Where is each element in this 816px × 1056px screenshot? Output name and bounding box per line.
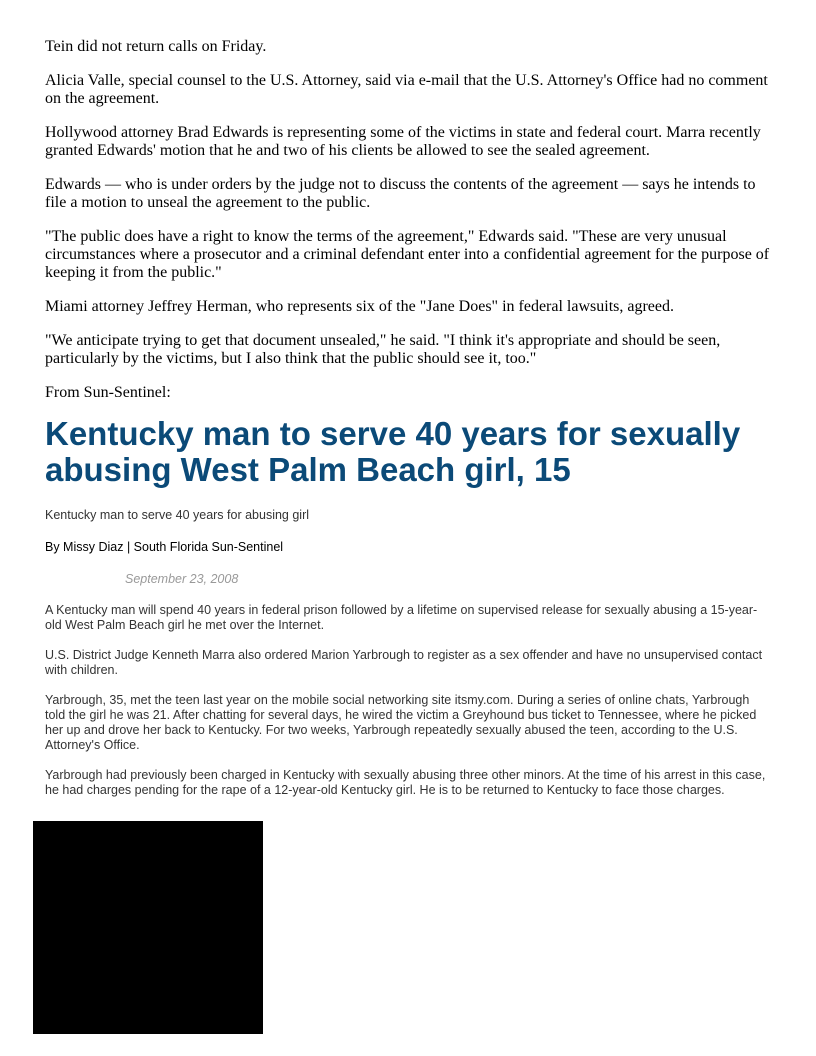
source-note: From Sun-Sentinel: xyxy=(45,384,171,401)
paragraph: Hollywood attorney Brad Edwards is representing some of the victims in state and federal court. Marra recently granted Edwards' motion that he and two of his clients be allowed to see the sealed agreement. xyxy=(45,124,761,159)
paragraph: A Kentucky man will spend 40 years in federal prison followed by a lifetime on supervised release for sexually abusing a 15-year-old West Palm Beach girl he met over the Internet. xyxy=(45,603,758,632)
paragraph: Yarbrough, 35, met the teen last year on the mobile social networking site itsmy.com. During a series of online chats, Yarbrough told the girl he was 21. After chatting for several days, he wired the victim a Greyhound bus ticket to Tennessee, where he picked her up and drove her back to Kentucky. For two weeks, Yarbrough repeatedly sexually abused the teen, according to the U.S. Attorney's Office. xyxy=(45,693,757,752)
paragraph: "We anticipate trying to get that document unsealed," he said. "I think it's appropriate and should be seen, particularly by the victims, but I also think that the public should see it, too." xyxy=(45,332,721,367)
paragraph: Alicia Valle, special counsel to the U.S. Attorney, said via e-mail that the U.S. Attorney's Office had no comment on the agreement. xyxy=(45,72,768,107)
article-date: September 23, 2008 xyxy=(125,572,239,586)
upper-article-text xyxy=(45,38,775,418)
article-headline: Kentucky man to serve 40 years for sexually abusing West Palm Beach girl, 15 xyxy=(45,415,741,488)
paragraph: "The public does have a right to know the terms of the agreement," Edwards said. "These are very unusual circumstances where a prosecutor and a criminal defendant enter into a confidential agreement for the purpose of keeping it from the public." xyxy=(45,228,770,281)
paragraph: Tein did not return calls on Friday. xyxy=(45,38,267,55)
paragraph: Yarbrough had previously been charged in Kentucky with sexually abusing three other minors. At the time of his arrest in this case, he had charges pending for the rape of a 12-year-old Kentucky girl. He is to be returned to Kentucky to face those charges. xyxy=(45,768,766,797)
paragraph: Edwards — who is under orders by the judge not to discuss the contents of the agreement — says he intends to file a motion to unseal the agreement to the public. xyxy=(45,176,756,211)
article-subhead: Kentucky man to serve 40 years for abusing girl xyxy=(45,508,310,522)
article-byline: By Missy Diaz | South Florida Sun-Sentinel xyxy=(45,540,284,554)
paragraph: Miami attorney Jeffrey Herman, who represents six of the "Jane Does" in federal lawsuits, agreed. xyxy=(45,298,675,315)
redacted-image xyxy=(33,821,263,1034)
paragraph: U.S. District Judge Kenneth Marra also ordered Marion Yarbrough to register as a sex offender and have no unsupervised contact with children. xyxy=(45,648,763,677)
article-body xyxy=(45,603,767,813)
